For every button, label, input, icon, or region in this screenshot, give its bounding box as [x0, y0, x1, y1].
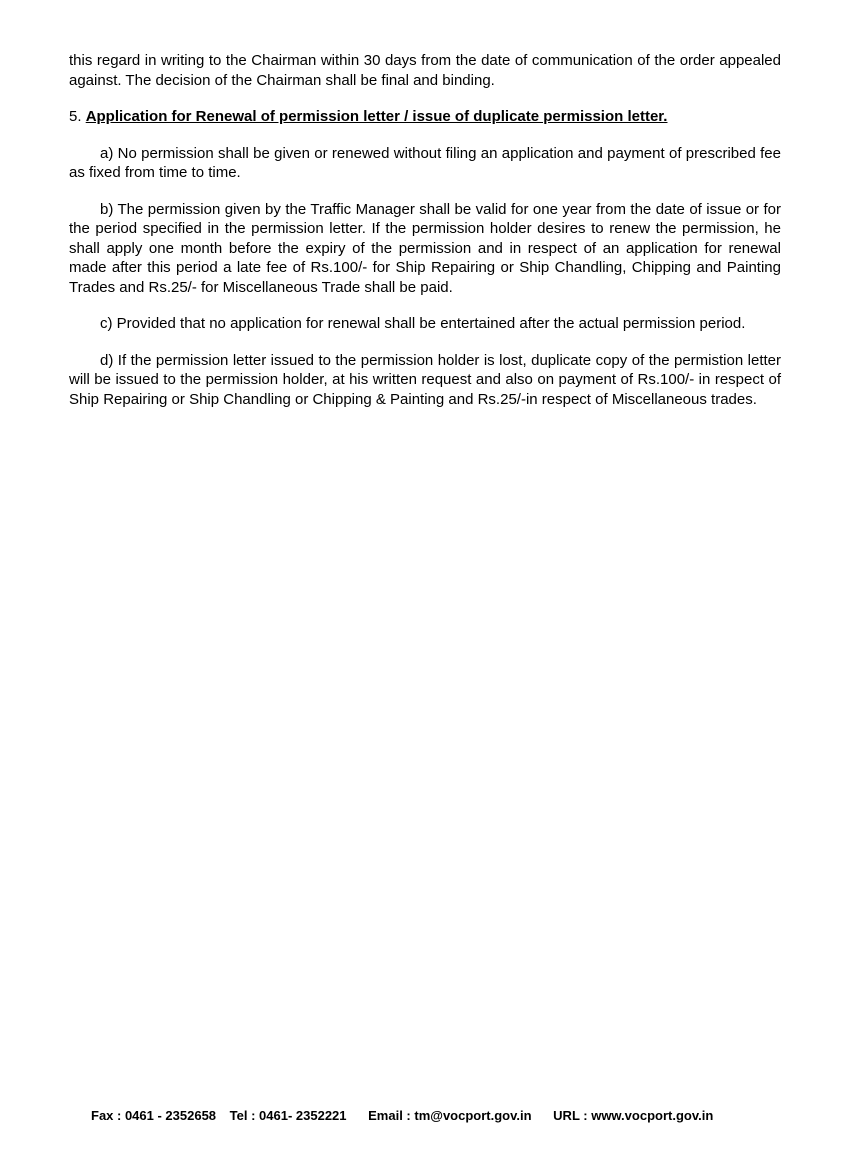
- clause-b: b) The permission given by the Traffic Manager shall be valid for one year from the date of issue or for the period specified in the permission letter. If the permission holder desires to renew the permission, he shall apply one month before the expiry of the permission and in respect of an application for renewal made after this period a late fee of Rs.100/- for Ship Repairing or Ship Chandling, Chipping and Painting Trades and Rs.25/- for Miscellaneous Trade shall be paid.: [69, 200, 781, 296]
- section-title: Application for Renewal of permission letter / issue of duplicate permission letter.: [85, 108, 668, 125]
- footer-email: Email : tm@vocport.gov.in: [368, 1108, 532, 1123]
- section-heading: [69, 107, 781, 127]
- clause-d: d) If the permission letter issued to the permission holder is lost, duplicate copy of the permistion letter will be issued to the permission holder, at his written request and also on payment of Rs.100/- in respect of Ship Repairing or Ship Chandling or Chipping & Painting and Rs.25/-in respect of Miscellaneous trades.: [69, 351, 781, 408]
- footer-fax: Fax : 0461 - 2352658: [91, 1108, 217, 1123]
- footer-url: URL : www.vocport.gov.in: [553, 1108, 714, 1123]
- footer-tel: Tel : 0461- 2352221: [229, 1108, 347, 1123]
- intro-paragraph: this regard in writing to the Chairman within 30 days from the date of communication of the order appealed against. The decision of the Chairman shall be final and binding.: [69, 52, 781, 89]
- document-body: [69, 51, 781, 426]
- section-number: 5.: [69, 108, 82, 125]
- contact-footer: [91, 1108, 713, 1124]
- clause-a: a) No permission shall be given or renewed without filing an application and payment of prescribed fee as fixed from time to time.: [69, 144, 781, 181]
- clause-c: c) Provided that no application for renewal shall be entertained after the actual permission period.: [100, 315, 746, 332]
